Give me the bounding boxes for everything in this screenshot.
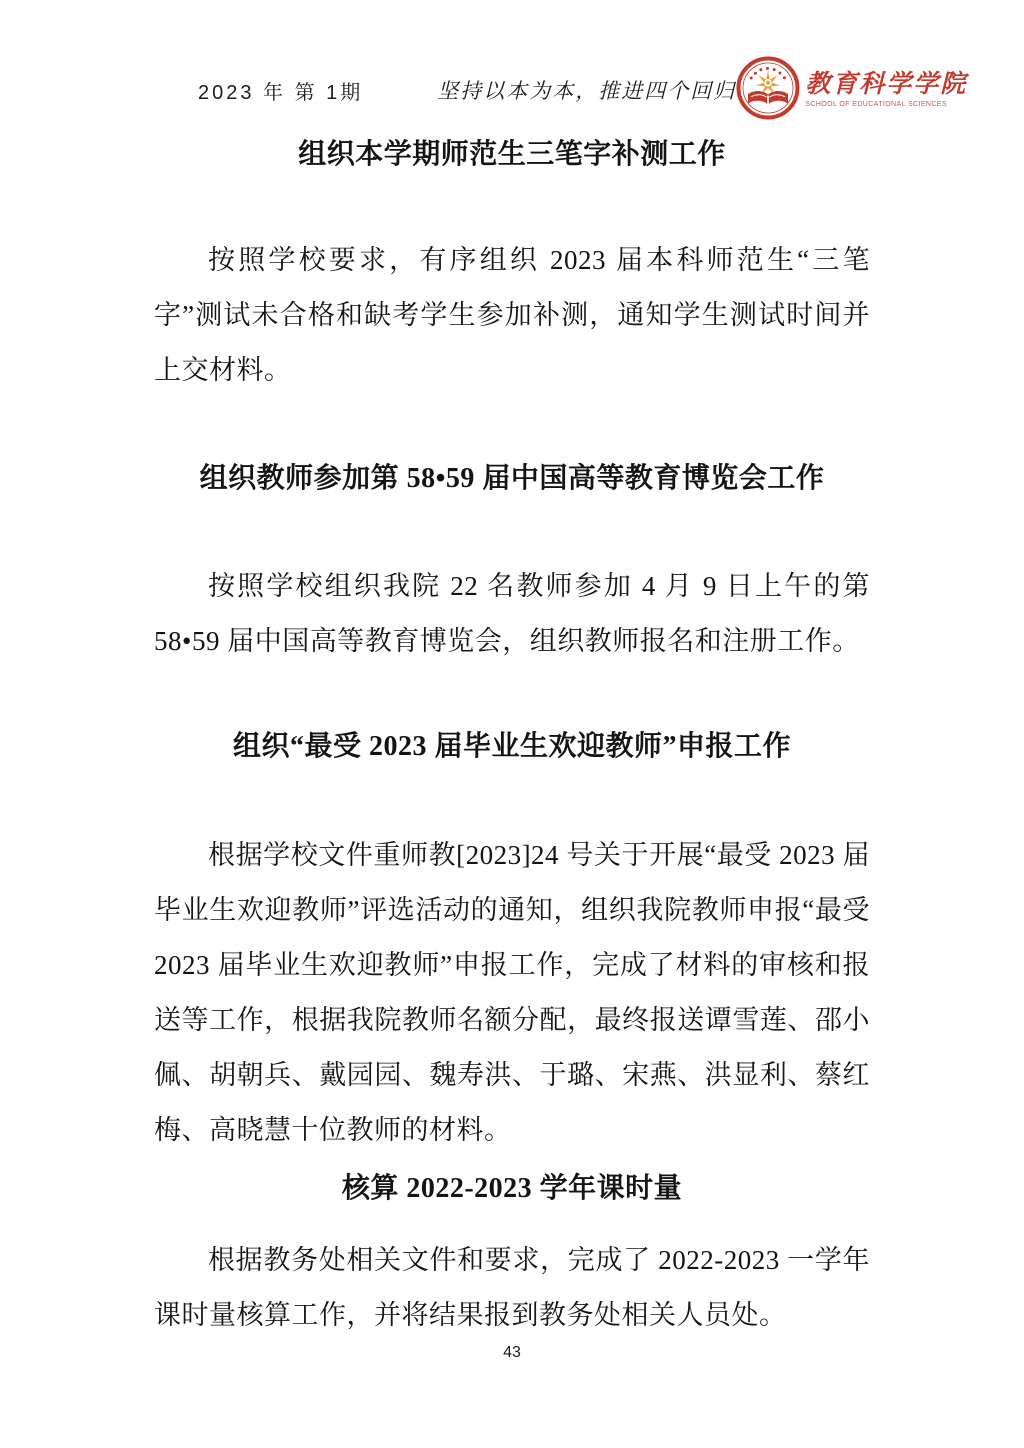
page-body [154, 137, 870, 1343]
section-title: 核算 2022-2023 学年课时量 [341, 1173, 683, 1204]
section-course-hours [154, 1171, 870, 1343]
section-title: 组织本学期师范生三笔字补测工作 [298, 139, 726, 170]
section-paragraph: 按照学校要求，有序组织 2023 届本科师范生“三笔字”测试未合格和缺考学生参加补测，通知学生测试时间并上交材料。 [154, 245, 870, 385]
logo-name-en: SCHOOL OF EDUCATIONAL SCIENCES [805, 100, 947, 108]
section-sanbizi-retest [154, 137, 870, 398]
section-paragraph: 根据教务处相关文件和要求，完成了 2022-2023 一学年课时量核算工作，并将结果报到教务处相关人员处。 [154, 1245, 870, 1330]
header-slogan: 坚持以本为本，推进四个回归 [437, 79, 737, 103]
section-title: 组织教师参加第 58•59 届中国高等教育博览会工作 [199, 463, 825, 494]
section-teacher-award [154, 729, 870, 1158]
section-expo [154, 461, 870, 669]
section-title: 组织“最受 2023 届毕业生欢迎教师”申报工作 [232, 731, 791, 762]
school-emblem-icon [736, 56, 800, 125]
issue-label: 2023 年 第 1期 [198, 81, 364, 104]
logo-name-cn: 教育科学学院 [805, 71, 968, 99]
page-number: 43 [503, 1344, 521, 1361]
section-paragraph: 按照学校组织我院 22 名教师参加 4 月 9 日上午的第 58•59 届中国高等教育博览会，组织教师报名和注册工作。 [154, 571, 870, 656]
school-logo [736, 56, 967, 125]
page-header [154, 57, 968, 123]
section-paragraph: 根据学校文件重师教[2023]24 号关于开展“最受 2023 届毕业生欢迎教师”评选活动的通知，组织我院教师申报“最受 2023 届毕业生欢迎教师”申报工作，完成了材料的审核和报送等工作，根据我院教师名额分配，最终报送谭雪莲、邵小佩、胡朝兵、戴园园、魏寿洪、于璐、宋燕、洪显利、蔡红梅、高晓慧十位教师的材料。 [154, 840, 870, 1145]
